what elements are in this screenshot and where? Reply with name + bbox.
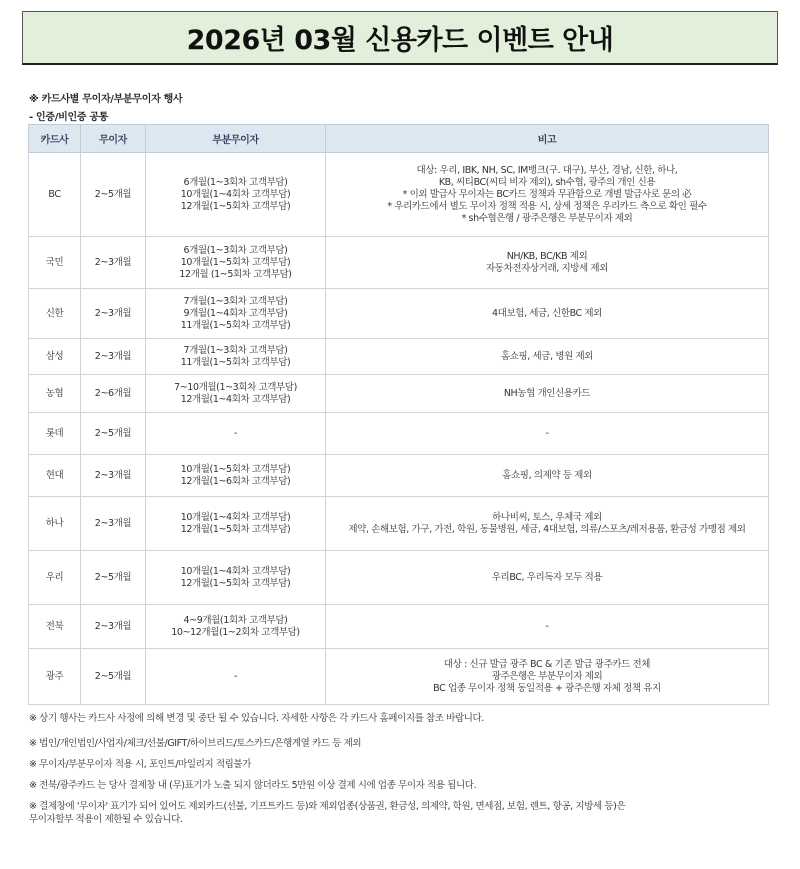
cell-remarks-line: NH/KB, BC/KB 제외: [506, 250, 588, 262]
cell-partial-interest-free-line: 7개월(1~3회차 고객부담): [183, 295, 288, 307]
table-row: [29, 455, 769, 497]
cell-partial-interest-free: [146, 237, 326, 289]
cell-remarks: [326, 455, 769, 497]
cell-interest-free: 2~3개월: [81, 237, 146, 289]
table-row: [29, 605, 769, 649]
cell-partial-interest-free: [146, 289, 326, 339]
cell-remarks-line: -: [545, 427, 549, 439]
table-row: [29, 551, 769, 605]
cell-remarks: [326, 153, 769, 237]
section-subheading: - 인증/비인증 공통: [29, 112, 109, 123]
footnote-line: ※ 전북/광주카드 는 당사 결제창 내 (무)표기가 노출 되지 않더라도 5만원 이상 결제 시에 업종 무이자 적용 됩니다.: [29, 780, 477, 791]
footnote: [29, 800, 625, 826]
cell-partial-interest-free: [146, 455, 326, 497]
cell-remarks-line: 대상 : 신규 발급 광주 BC & 기존 발급 광주카드 전체: [443, 658, 651, 670]
cell-remarks-line: * 우리카드에서 별도 무이자 정책 적용 시, 상세 정책은 우리카드 측으로 확인 필수: [387, 200, 707, 212]
cell-partial-interest-free-line: 10개월(1~4회차 고객부담): [180, 188, 291, 200]
cell-partial-interest-free-line: 12개월(1~6회차 고객부담): [180, 475, 291, 487]
cell-partial-interest-free: [146, 413, 326, 455]
cell-remarks-line: NH농협 개인신용카드: [503, 387, 591, 399]
header-remarks: 비고: [326, 125, 769, 153]
cell-remarks: [326, 649, 769, 705]
cell-remarks: [326, 497, 769, 551]
cell-remarks-line: -: [545, 620, 549, 632]
cell-card-company: 전북: [29, 605, 81, 649]
section-heading: ※ 카드사별 무이자/부분무이자 행사: [29, 94, 183, 105]
cell-partial-interest-free-line: 12개월(1~5회차 고객부담): [180, 200, 291, 212]
table-row: [29, 153, 769, 237]
cell-partial-interest-free: [146, 497, 326, 551]
cell-card-company: 삼성: [29, 339, 81, 375]
footnote: [29, 737, 361, 750]
cell-remarks-line: 홈쇼핑, 의제약 등 제외: [502, 469, 592, 481]
title-banner: [22, 11, 778, 65]
cell-remarks: [326, 605, 769, 649]
footnote: [29, 758, 251, 771]
cell-card-company: 국민: [29, 237, 81, 289]
cell-partial-interest-free: [146, 649, 326, 705]
cell-partial-interest-free-line: 7개월(1~3회차 고객부담): [183, 344, 288, 356]
cell-partial-interest-free-line: 10개월(1~5회차 고객부담): [180, 463, 291, 475]
cell-remarks: [326, 339, 769, 375]
table-row: [29, 375, 769, 413]
footnote-line: 무이자할부 적용이 제한될 수 있습니다.: [29, 814, 183, 825]
cell-remarks-line: 우리BC, 우리독자 모두 적용: [491, 571, 603, 583]
cell-remarks-line: 홈쇼핑, 세금, 병원 제외: [500, 350, 594, 362]
cell-card-company: 롯데: [29, 413, 81, 455]
cell-interest-free: 2~6개월: [81, 375, 146, 413]
cell-remarks-line: * sh수협은행 / 광주은행은 부분무이자 제외: [461, 212, 633, 224]
cell-partial-interest-free-line: 7~10개월(1~3회차 고객부담): [174, 381, 297, 393]
page-title: 2026년 03월 신용카드 이벤트 안내: [186, 25, 614, 56]
cell-partial-interest-free-line: 11개월(1~5회차 고객부담): [180, 319, 291, 331]
cell-partial-interest-free-line: 10개월(1~4회차 고객부담): [180, 565, 291, 577]
cell-partial-interest-free-line: 10~12개월(1~2회차 고객부담): [171, 626, 300, 638]
cell-remarks-line: * 이외 발급사 무이자는 BC카드 정책과 무관함으로 개별 발급사로 문의 必: [402, 188, 692, 200]
footnote-line: ※ 결제창에 '무이자' 표기가 되어 있어도 제외카드(선불, 기프트카드 등)와 제외업종(상품권, 환금성, 의제약, 학원, 면세점, 보험, 렌트, 항공, 지방세 등)은: [29, 801, 626, 812]
cell-interest-free: 2~3개월: [81, 339, 146, 375]
cell-remarks-line: KB, 씨티BC(씨티 비자 제외), sh수협, 광주의 개인 신용: [438, 176, 656, 188]
cell-card-company: 우리: [29, 551, 81, 605]
cell-partial-interest-free: [146, 375, 326, 413]
cell-partial-interest-free: [146, 153, 326, 237]
cell-remarks-line: 자동차전자상거래, 지방세 제외: [486, 262, 608, 274]
cell-remarks: [326, 289, 769, 339]
table-row: [29, 413, 769, 455]
header-partial-interest-free: 부분무이자: [146, 125, 326, 153]
table-row: [29, 339, 769, 375]
table-header-row: [29, 125, 769, 153]
footnote-line: ※ 상기 행사는 카드사 사정에 의해 변경 및 중단 될 수 있습니다. 자세한 사항은 각 카드사 홈페이지를 참조 바랍니다.: [29, 713, 484, 724]
cell-remarks-line: 제약, 손해보험, 가구, 가전, 학원, 동물병원, 세금, 4대보험, 의류/스포츠/레저용품, 환금성 가맹점 제외: [348, 523, 746, 535]
cell-partial-interest-free-line: 11개월(1~5회차 고객부담): [180, 356, 291, 368]
footnote-line: ※ 법인/개인법인/사업자/체크/선불/GIFT/하이브리드/토스카드/은행계열 카드 등 제외: [29, 738, 362, 749]
card-event-table: [28, 124, 769, 705]
cell-partial-interest-free-line: 6개월(1~3회차 고객부담): [183, 244, 288, 256]
cell-interest-free: 2~3개월: [81, 605, 146, 649]
cell-partial-interest-free-line: 10개월(1~4회차 고객부담): [180, 511, 291, 523]
cell-partial-interest-free-line: 4~9개월(1회차 고객부담): [183, 614, 288, 626]
cell-card-company: BC: [29, 153, 81, 237]
cell-remarks-line: 대상: 우리, IBK, NH, SC, IM뱅크(구. 대구), 부산, 경남, 신한, 하나,: [416, 164, 678, 176]
header-interest-free: 무이자: [81, 125, 146, 153]
cell-partial-interest-free-line: -: [233, 670, 238, 682]
cell-remarks-line: BC 업종 무이자 정책 동일적용 + 광주은행 자체 정책 유지: [433, 682, 661, 694]
cell-interest-free: 2~3개월: [81, 455, 146, 497]
cell-partial-interest-free-line: 12개월(1~5회차 고객부담): [180, 523, 291, 535]
cell-partial-interest-free: [146, 339, 326, 375]
cell-partial-interest-free-line: -: [233, 427, 238, 439]
table-body: [29, 153, 769, 705]
cell-partial-interest-free: [146, 551, 326, 605]
cell-card-company: 하나: [29, 497, 81, 551]
cell-partial-interest-free-line: 12개월 (1~5회차 고객부담): [179, 268, 292, 280]
cell-partial-interest-free-line: 12개월(1~5회차 고객부담): [180, 577, 291, 589]
cell-partial-interest-free: [146, 605, 326, 649]
header-card-company: 카드사: [29, 125, 81, 153]
table-row: [29, 497, 769, 551]
cell-remarks: [326, 375, 769, 413]
cell-remarks-line: 4대보험, 세금, 신한BC 제외: [492, 307, 602, 319]
cell-remarks: [326, 551, 769, 605]
cell-interest-free: 2~3개월: [81, 289, 146, 339]
cell-card-company: 신한: [29, 289, 81, 339]
cell-partial-interest-free-line: 9개월(1~4회차 고객부담): [183, 307, 288, 319]
cell-remarks: [326, 413, 769, 455]
cell-interest-free: 2~5개월: [81, 551, 146, 605]
cell-interest-free: 2~3개월: [81, 497, 146, 551]
cell-interest-free: 2~5개월: [81, 649, 146, 705]
cell-partial-interest-free-line: 10개월(1~5회차 고객부담): [180, 256, 291, 268]
cell-card-company: 현대: [29, 455, 81, 497]
footnote: [29, 779, 476, 792]
cell-remarks-line: 하나비씨, 토스, 우체국 제외: [492, 511, 602, 523]
cell-interest-free: 2~5개월: [81, 413, 146, 455]
cell-card-company: 농협: [29, 375, 81, 413]
table-row: [29, 649, 769, 705]
footnote-line: ※ 무이자/부분무이자 적용 시, 포인트/마일리지 적립불가: [29, 759, 251, 770]
cell-remarks: [326, 237, 769, 289]
footnote: [29, 712, 484, 725]
table-row: [29, 289, 769, 339]
cell-partial-interest-free-line: 6개월(1~3회차 고객부담): [183, 176, 288, 188]
table-row: [29, 237, 769, 289]
cell-interest-free: 2~5개월: [81, 153, 146, 237]
cell-remarks-line: 광주은행은 부분무이자 제외: [491, 670, 603, 682]
cell-card-company: 광주: [29, 649, 81, 705]
cell-partial-interest-free-line: 12개월(1~4회차 고객부담): [180, 393, 291, 405]
